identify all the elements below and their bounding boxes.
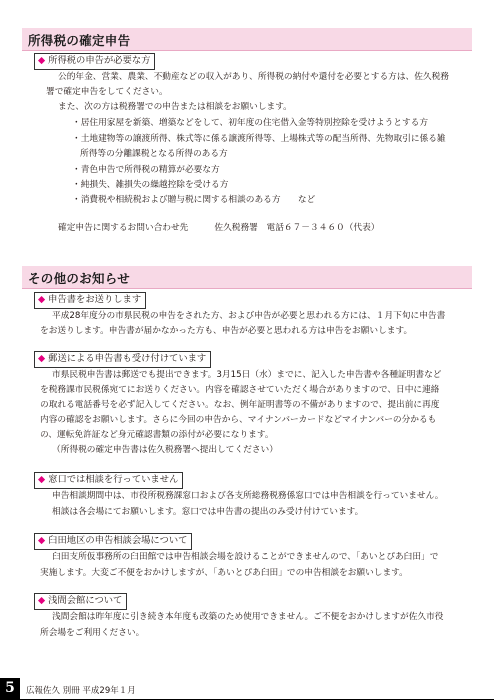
subheading-label: 申告書をお送りします [48,294,142,305]
page-number: 5 [5,680,15,696]
paragraph-line: 申告相談期間中は、市役所税務課窓口および各支所総務税務係窓口では申告相談を行っていません。 [52,491,444,501]
paragraph-line: また、次の方は税務署での申告または相談をお願いします。 [58,102,292,112]
diamond-icon: ◆ [38,55,46,66]
paragraph-line: 実施します。大変ご不便をおかけしますが、「あいとぴあ臼田」での申告相談をお願いします。 [40,568,408,578]
diamond-icon: ◆ [38,294,46,305]
list-item: ・土地建物等の譲渡所得、株式等に係る譲渡所得等、上場株式等の配当所得、先物取引に係る雑 [72,134,446,144]
paragraph-line: の、運転免許証など身元確認書類の添付が必要になります。 [40,430,274,440]
subheading-filing-required [34,53,155,70]
subheading-label: 所得税の申告が必要な方 [48,55,151,66]
paragraph-line: の取れる電話番号を必ず記入してください。なお、例年証明書等の不備がありますので、提出前に再度 [40,400,440,410]
subheading-label: 臼田地区の申告相談会場について [48,535,188,546]
contact-info: 確定申告に関するお問い合わせ先 佐久税務署 電話６７－３４６０（代表） [58,223,380,233]
subheading-label: 浅間会館について [48,595,123,606]
paragraph-line: を税務課市民税係宛てにお送りください。内容を確認させていただく場合がありますので、日中に連絡 [40,385,440,395]
diamond-icon: ◆ [38,353,46,364]
section-title: その他のお知らせ [28,271,131,286]
section-title: 所得税の確定申告 [28,33,131,48]
paragraph-line: 公的年金、営業、農業、不動産などの収入があり、所得税の納付や還付を必要とする方は、佐久税務 [58,72,449,82]
subheading-asama-hall [34,593,127,610]
section-header-other-notices [22,266,472,289]
section-header-income-tax [22,28,472,51]
subheading-no-counter-consult [34,472,183,489]
subheading-label: 郵送による申告書も受け付けています [48,353,207,364]
paragraph-line: 内容の確認をお願いします。さらに今回の申告から、マイナンバーカードなどマイナンバーの分かるも [40,415,437,425]
list-item-continued: 所得等の分離課税となる所得のある方 [80,149,228,159]
paragraph-line: 所会場をご利用ください。 [40,628,145,638]
paragraph-line: 平成28年度分の市県民税の申告をされた方、および申告が必要と思われる方には、１月下旬に申告書 [52,311,446,321]
paragraph-line: をお送りします。申告書が届かなかった方も、申告が必要と思われる方は申告をお願いします。 [40,326,413,336]
list-item: ・消費税や相続税および贈与税に関する相談のある方 など [72,195,316,205]
list-item: ・青色申告で所得税の精算が必要な方 [72,165,220,175]
diamond-icon: ◆ [38,474,46,485]
paragraph-line: 市県民税申告書は郵送でも提出できます。3月15日（水）までに、記入した申告書や各種証明書など [52,370,442,380]
publication-title: 広報佐久 別冊 平成29年１月 [26,686,136,696]
paragraph-line: 相談は各会場にてお願いします。窓口では申告書の提出のみ受け付けています。 [52,507,364,517]
subheading-forms-mailed [34,292,146,309]
diamond-icon: ◆ [38,535,46,546]
paragraph-line: 署で確定申告をしてください。 [46,87,168,97]
paragraph-line: 浅間会館は昨年度に引き続き本年度も改築のため使用できません。ご不便をおかけしますが佐久市役 [52,612,444,622]
page-number-box [0,678,20,700]
paragraph-line: 臼田支所仮事務所の臼田館では申告相談会場を設けることができませんので、「あいとぴあ臼田」で [52,552,439,562]
list-item: ・居住用家屋を新築、増築などをして、初年度の住宅借入金等特別控除を受けようとする方 [72,118,429,128]
subheading-mail-filing [34,351,211,368]
paragraph-note: （所得税の確定申告書は佐久税務署へ提出してください） [52,445,278,455]
diamond-icon: ◆ [38,595,46,606]
list-item: ・純損失、雑損失の繰越控除を受ける方 [72,180,229,190]
subheading-label: 窓口では相談を行っていません [48,474,179,485]
subheading-usuda-venue [34,533,192,550]
